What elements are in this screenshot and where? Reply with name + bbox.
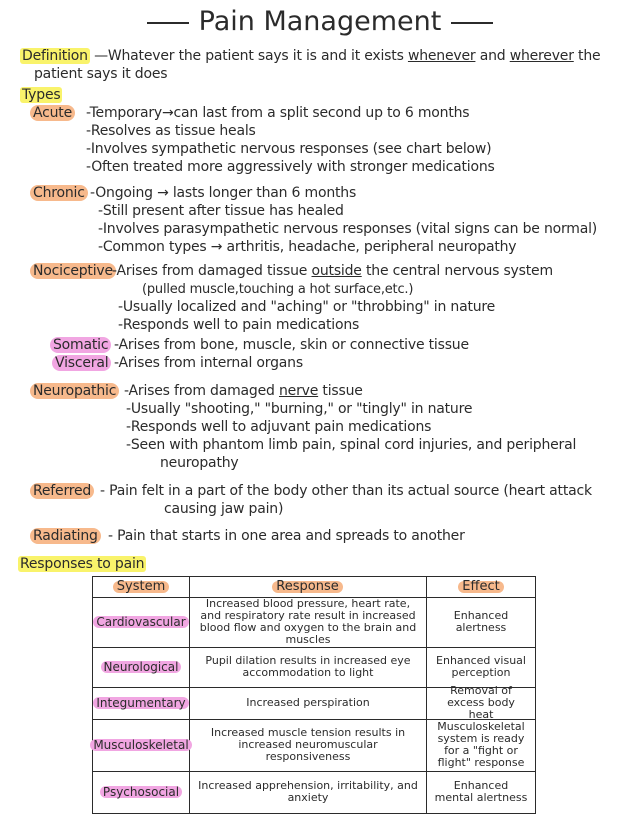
types-label: Types [22,87,61,103]
header-system-text: System [113,581,169,593]
neuropathic-line-2: -Usually "shooting," "burning," or "tingly" in nature [126,401,473,417]
neuropathic-text-c: tissue [322,383,363,399]
nociceptive-line-3: -Usually localized and "aching" or "throbbing" in nature [118,299,496,315]
definition-line-1 [20,48,600,65]
neuropathic-label [30,383,119,400]
definition-line-2: patient says it does [34,66,168,82]
chronic-line-1: -Ongoing → lasts longer than 6 months [90,185,357,201]
title-dash-left [147,22,189,24]
acute-label-text: Acute [30,105,75,121]
nociceptive-text-a: -Arises from damaged tissue [112,263,308,279]
neuropathic-text-a: -Arises from damaged [124,383,275,399]
table-divider-2 [426,577,427,813]
definition-label: Definition [22,48,88,64]
chronic-line-2: -Still present after tissue has healed [98,203,344,219]
effect-cell: Enhanced visual perception [436,654,526,679]
neuropathic-nerve: nerve [278,383,319,399]
table-row-integumentary [93,687,189,719]
chronic-line-3: -Involves parasympathetic nervous responses (vital signs can be normal) [98,221,598,237]
acute-line-3: -Involves sympathetic nervous responses (see chart below) [86,141,492,157]
acute-line-1: -Temporary→can last from a split second up to 6 months [86,105,470,121]
nociceptive-outside: outside [311,263,362,279]
somatic-label [50,337,111,354]
nociceptive-line-1 [112,263,553,280]
definition-wherever: wherever [509,48,574,64]
acute-line-4: -Often treated more aggressively with stronger medications [86,159,495,175]
system-cell: Integumentary [93,697,188,709]
page-title [0,4,640,40]
table-row-musculoskeletal [93,719,189,771]
nociceptive-label [30,263,116,280]
referred-label-text: Referred [30,483,94,499]
header-effect-text: Effect [458,581,503,593]
definition-the: the [578,48,601,64]
effect-cell: Removal of excess body heat [447,684,515,721]
referred-label [30,483,94,500]
response-cell: Increased perspiration [246,696,370,709]
radiating-label-text: Radiating [30,528,101,544]
acute-label [30,105,75,122]
types-heading [20,87,62,104]
effect-cell: Musculoskeletal system is ready for a "fight or flight" response [437,720,525,769]
chronic-label-text: Chronic [30,185,88,201]
somatic-label-text: Somatic [50,337,111,353]
nociceptive-label-text: Nociceptive [30,263,116,279]
visceral-label-text: Visceral [52,355,111,371]
definition-whenever: whenever [407,48,476,64]
title-text: Pain Management [198,6,442,37]
definition-text-a: —Whatever the patient says it is and it exists [94,48,404,64]
definition-and: and [479,48,506,64]
radiating-label [30,528,101,545]
neuropathic-line-4: -Seen with phantom limb pain, spinal cord injuries, and peripheral [126,437,577,453]
table-row-neurological [93,647,189,687]
somatic-text: -Arises from bone, muscle, skin or connective tissue [114,337,469,353]
response-cell: Increased blood pressure, heart rate, and respiratory rate result in increased blood flow and oxygen to the brain and muscles [199,597,417,646]
neuropathic-line-5: neuropathy [160,455,239,471]
response-cell: Increased muscle tension results in increased neuromuscular responsiveness [210,726,406,763]
header-effect [426,577,536,597]
table-divider-1 [189,577,190,813]
neuropathic-line-1 [124,383,363,400]
header-response [189,577,426,597]
chronic-label [30,185,88,202]
system-cell: Neurological [101,661,182,673]
responses-table [92,576,536,814]
effect-cell: Enhanced mental alertness [434,779,528,804]
nociceptive-line-2: (pulled muscle,touching a hot surface,etc.) [142,282,414,297]
referred-line-1: - Pain felt in a part of the body other than its actual source (heart attack [100,483,592,499]
responses-heading [18,556,146,573]
system-cell: Cardiovascular [93,616,188,628]
response-cell: Increased apprehension, irritability, and anxiety [198,779,418,804]
neuropathic-line-3: -Responds well to adjuvant pain medications [126,419,432,435]
system-cell: Musculoskeletal [90,739,191,751]
responses-label: Responses to pain [20,556,145,572]
system-cell: Psychosocial [100,786,182,798]
effect-cell: Enhanced alertness [453,609,509,634]
acute-line-2: -Resolves as tissue heals [86,123,256,139]
nociceptive-line-4: -Responds well to pain medications [118,317,360,333]
neuropathic-label-text: Neuropathic [30,383,119,399]
visceral-label [52,355,111,372]
header-response-text: Response [272,581,342,593]
radiating-text: - Pain that starts in one area and spreads to another [108,528,465,544]
title-dash-right [451,22,493,24]
nociceptive-text-c: the central nervous system [365,263,553,279]
chronic-line-4: -Common types → arthritis, headache, peripheral neuropathy [98,239,517,255]
visceral-text: -Arises from internal organs [114,355,303,371]
table-row-psychosocial [93,771,189,813]
table-row-cardiovascular [93,597,189,647]
referred-line-2: causing jaw pain) [164,501,284,517]
header-system [93,577,189,597]
response-cell: Pupil dilation results in increased eye accommodation to light [205,654,411,679]
